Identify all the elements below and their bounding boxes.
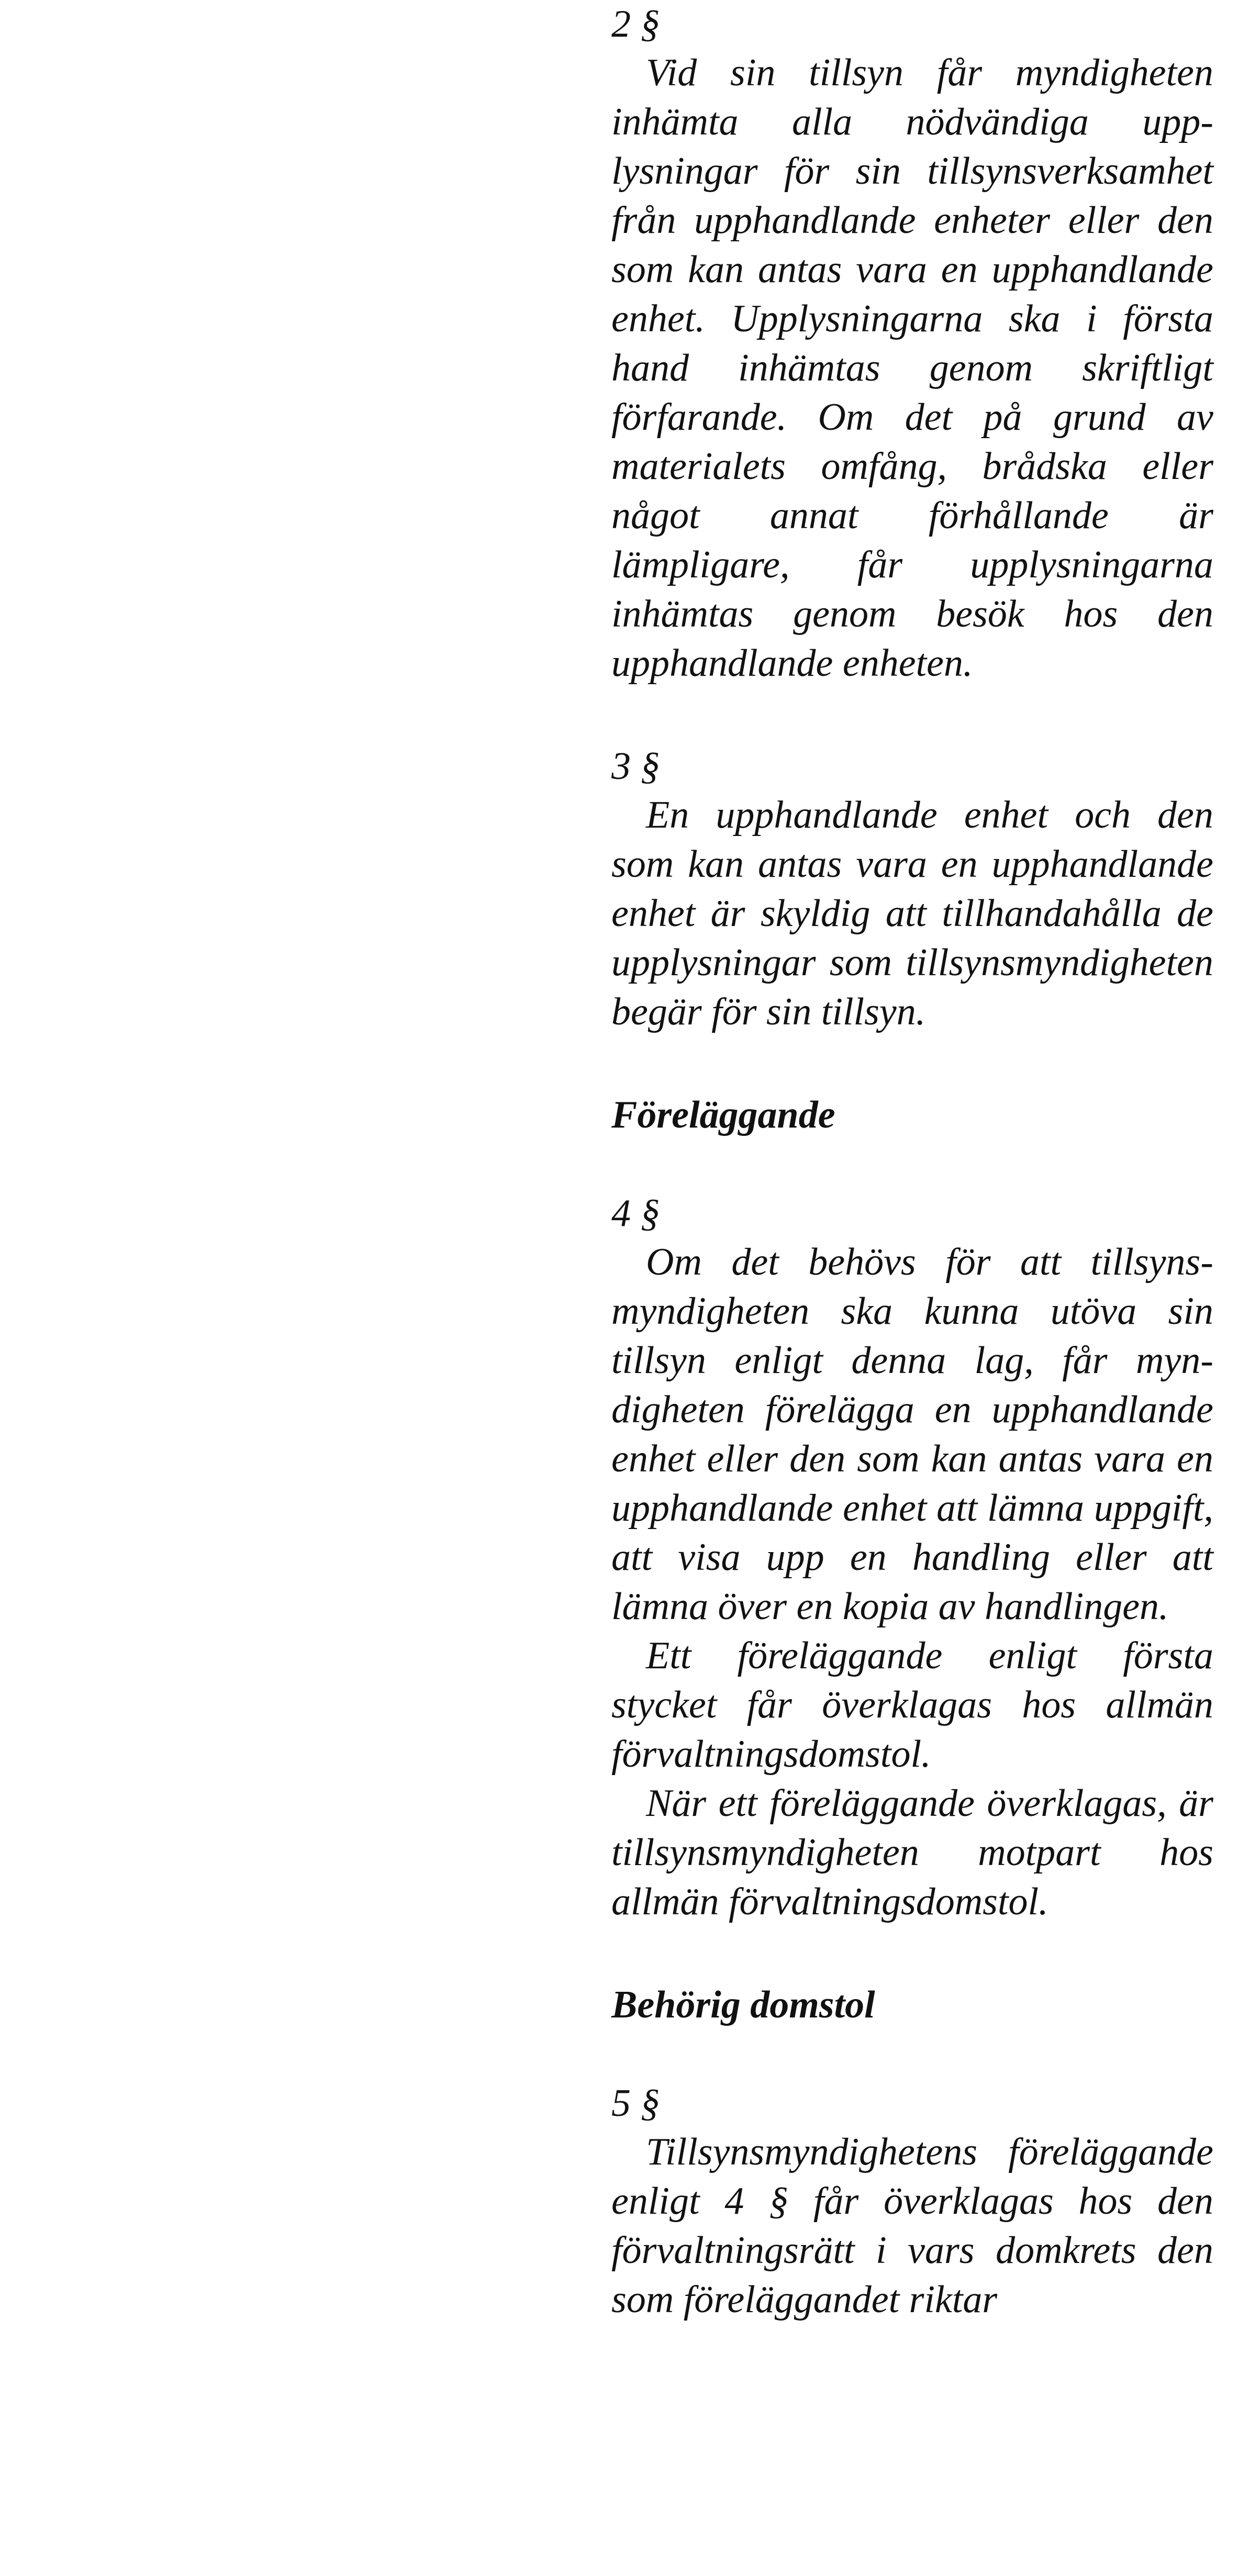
section-4-paragraph-1: Om det behövs för att tillsynsmyndigheten ska kunna utöva sin tillsyn enligt denna lag, får myndigheten förelägga en upphandlande enhet eller den som kan antas vara en upphandlande enhet att lämna uppgift, att visa upp en handling eller att lämna över en kopia av handlingen. — [611, 1241, 1213, 1628]
spacer — [611, 1139, 1213, 1189]
section-number-2: 2 § — [611, 3, 660, 46]
section-number-3: 3 § — [611, 745, 660, 788]
heading-forelaggande: Föreläggande — [611, 1094, 835, 1136]
section-number-4: 4 § — [611, 1192, 660, 1235]
section-4-paragraph-2: Ett föreläggande enligt första stycket får överklagas hos allmän förvaltningsdomstol. — [611, 1634, 1213, 1776]
heading-behorig-domstol: Behörig domstol — [611, 1983, 875, 2026]
spacer — [611, 1036, 1213, 1091]
spacer — [611, 688, 1213, 742]
section-5-paragraph: Tillsynsmyndighetens föreläggande enligt 4 § får överklagas hos den förvaltningsrätt i vars domkrets den som föreläggandet riktar — [611, 2131, 1213, 2321]
section-4-paragraph-3: När ett föreläggande överklagas, är tillsynsmyndigheten motpart hos allmän förvaltningsdomstol. — [611, 1782, 1213, 1923]
spacer — [611, 2029, 1213, 2079]
section-3-paragraph: En upphandlande enhet och den som kan antas vara en upphandlande enhet är skyldig att tillhandahålla de upplysningar som tillsynsmyndigheten begär för sin tillsyn. — [611, 794, 1213, 1033]
spacer — [611, 1926, 1213, 1981]
section-2-paragraph: Vid sin tillsyn får myndigheten inhämta alla nödvändiga upplysningar för sin tillsynsverksamhet från upphandlande enheter eller den som kan antas vara en upphandlande enhet. Upplysningarna ska i första hand inhämtas genom skriftligt förfarande. Om det på grund av materialets omfång, brådska eller något annat förhållande är lämpligare, får upplysningarna inhämtas genom besök hos den upphandlande enheten. — [611, 51, 1213, 685]
text-column — [611, 0, 1213, 2324]
section-number-5: 5 § — [611, 2082, 660, 2125]
